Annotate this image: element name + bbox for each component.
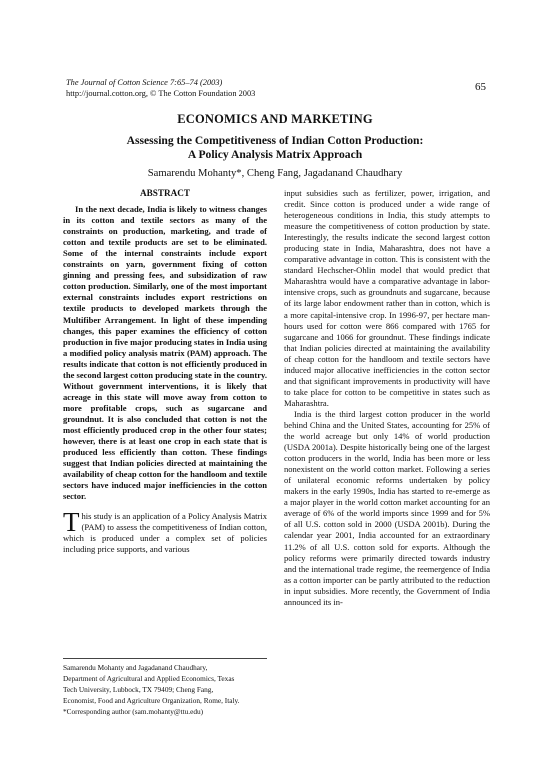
title-line-2: A Policy Analysis Matrix Approach (187, 148, 363, 161)
introduction-paragraph (63, 507, 267, 555)
paper-title (0, 134, 550, 162)
abstract-heading: ABSTRACT (139, 188, 191, 198)
footnote-line: Tech University, Lubbock, TX 79409; Cheng Fang, (63, 685, 214, 694)
left-column (63, 188, 267, 556)
footnote-line: Samarendu Mohanty and Jagadanand Chaudhary, (63, 663, 208, 672)
body-paragraph: India is the third largest cotton producer in the world behind China and the United States, accounting for 25% of the world acreage but only 14% of world production (USDA 2001a). Despite historically being one of the largest cotton producers in the world, India has been more or less nonexistent on the world cotton market. Following a series of unilateral economic reforms undertaken by policy makers in the early 1990s, India has started to re-emerge as a major player in the world cotton market accounting for an average of 6% of the world imports since 1999 and for 5% of all U.S. cotton sold in 2000 (USDA 2001b). During the calendar year 2001, India accounted for an extraordinary 11.2% of all U.S. cotton sold for exports. Although the policy reforms were primarily directed towards industry and the international trade regime, the reemergence of India as a cotton importer can be partly attributed to the reduction in input subsidies. More recently, the Government of India announced its in- (284, 408, 490, 607)
author-list: Samarendu Mohanty*, Cheng Fang, Jagadanand Chaudhary (147, 168, 403, 179)
title-line-1: Assessing the Competitiveness of Indian Cotton Production: (126, 134, 424, 147)
author-footnote (63, 658, 267, 717)
right-column (284, 188, 490, 608)
running-header (66, 78, 486, 99)
footnote-rule (63, 658, 267, 659)
introduction-text: his study is an application of a Policy Analysis Matrix (PAM) to assess the competitiveness of Indian cotton, which is produced under a complex set of policies including price supports, and various (63, 511, 267, 555)
drop-cap: T (63, 507, 80, 538)
page-number: 65 (475, 81, 486, 93)
footnote-line: Economist, Food and Agriculture Organization, Rome, Italy. (63, 696, 240, 705)
corresponding-author: *Corresponding author (sam.mohanty@ttu.edu) (63, 707, 204, 716)
abstract-body: In the next decade, India is likely to witness changes in its cotton and textile sectors as many of the constraints on production, marketing, and trade of cotton and textile products are set to be eliminated. Some of the internal constraints include export constraints on yarn, government fixing of cotton ginning and pressing fees, and subsidization of raw cotton production. Similarly, one of the most important external constraints includes export restrictions on textile products to developed markets through the Multifiber Arrangement. In light of these impending changes, this paper examines the efficiency of cotton production in five major producing states in India using a modified policy analysis matrix (PAM) approach. The results indicate that cotton is not efficiently produced in the second largest cotton producing state in the country. Without government interventions, it is likely that acreage in this state will move away from cotton to more profitable crops, such as sugarcane and groundnut. It is also concluded that cotton is not the most efficiently produced crop in the other four states; however, there is at least one crop in each state that is produced less efficiently than cotton. These findings suggest that Indian policies directed at maintaining the availability of cheap cotton for the handloom and textile sectors have induced major inefficiencies in the cotton sector. (63, 204, 268, 502)
journal-citation: The Journal of Cotton Science 7:65–74 (2003) (66, 78, 223, 87)
footnote-line: Department of Agricultural and Applied Economics, Texas (63, 674, 235, 683)
body-paragraph: input subsidies such as fertilizer, power, irrigation, and credit. Since cotton is produced under a wide range of heterogeneous conditions in India, this study attempts to measure the competitiveness of cotton production by state. Interestingly, the results indicate the second largest cotton producing state in India, Maharashtra, does not have a comparative advantage in cotton. This is consistent with the standard Hechscher-Ohlin model that would predict that Maharashtra would have a comparative advantage in labor-intensive crops, such as groundnuts and sugarcane, because of its large labor endowment rather than in cotton, which is a more capital-intensive crop. In 1996-97, per hectare man-hours used for cotton were 866 compared with 1765 for sugarcane and 1066 for groundnut. These findings indicate that Indian policies directed at maintaining the availability of cheap cotton for the handloom and textile sectors have induced major allocative inefficiencies in the cotton sector and that significant improvements in productivity will have to take place for cotton to be competitive in states such as Maharashtra. (284, 188, 490, 408)
journal-url: http://journal.cotton.org, © The Cotton Foundation 2003 (66, 88, 256, 98)
section-title: ECONOMICS AND MARKETING (177, 112, 373, 126)
